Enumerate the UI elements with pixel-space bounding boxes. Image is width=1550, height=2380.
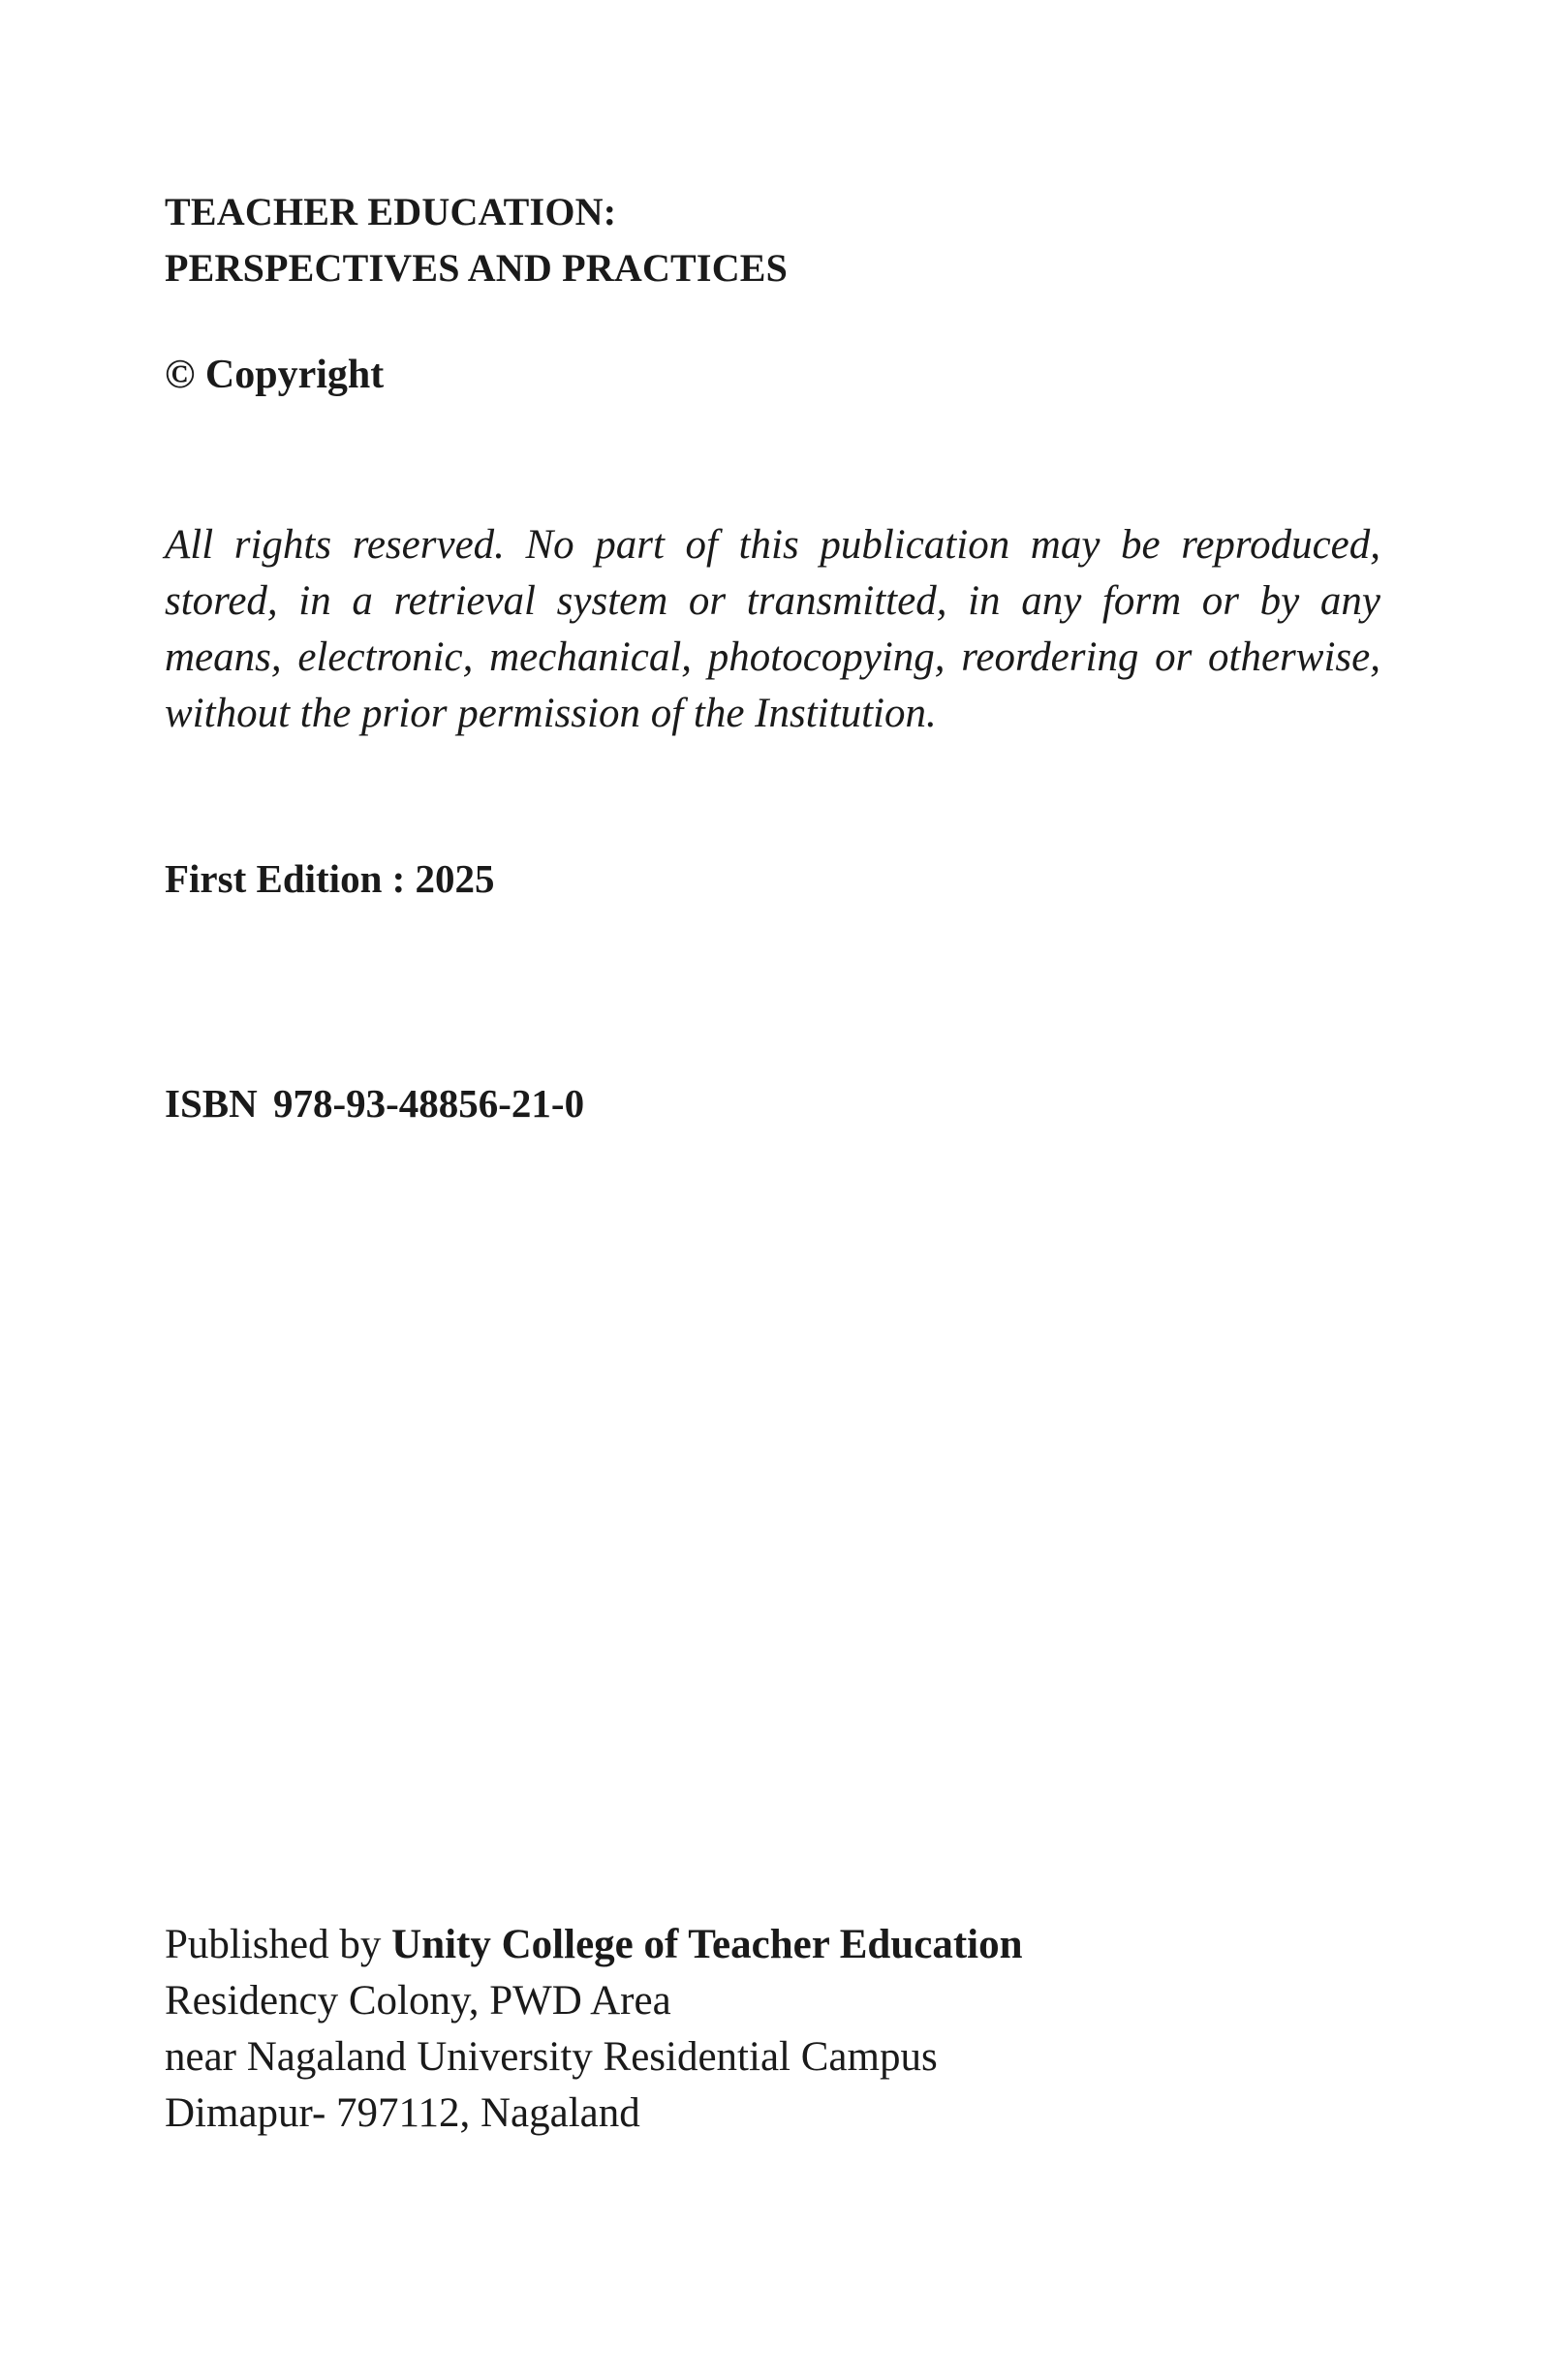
rights-reserved-paragraph: All rights reserved. No part of this publication may be reproduced, stored, in a retrieval system or transmitted, in any form or by any means, electronic, mechanical, photocopying, reordering or otherwise, without the prior permission of the Institution. <box>165 522 1380 736</box>
book-title-line-2: PERSPECTIVES AND PRACTICES <box>165 246 789 290</box>
book-title-line-1: TEACHER EDUCATION: <box>165 190 617 233</box>
publisher-info <box>165 1917 1380 2142</box>
edition-info: First Edition : 2025 <box>165 856 495 901</box>
publisher-prefix: Published by <box>165 1922 392 1967</box>
publisher-name: Unity College of Teacher Education <box>391 1922 1023 1967</box>
copyright-notice: © Copyright <box>165 353 385 397</box>
isbn-number: ISBN 978-93-48856-21-0 <box>165 1081 585 1126</box>
publisher-address-line-1: Residency Colony, PWD Area <box>165 1978 671 2024</box>
publisher-line <box>165 1917 1380 1973</box>
book-title <box>165 184 1380 296</box>
publisher-address-line-3: Dimapur- 797112, Nagaland <box>165 2090 640 2136</box>
publisher-address-line-2: near Nagaland University Residential Campus <box>165 2034 938 2080</box>
